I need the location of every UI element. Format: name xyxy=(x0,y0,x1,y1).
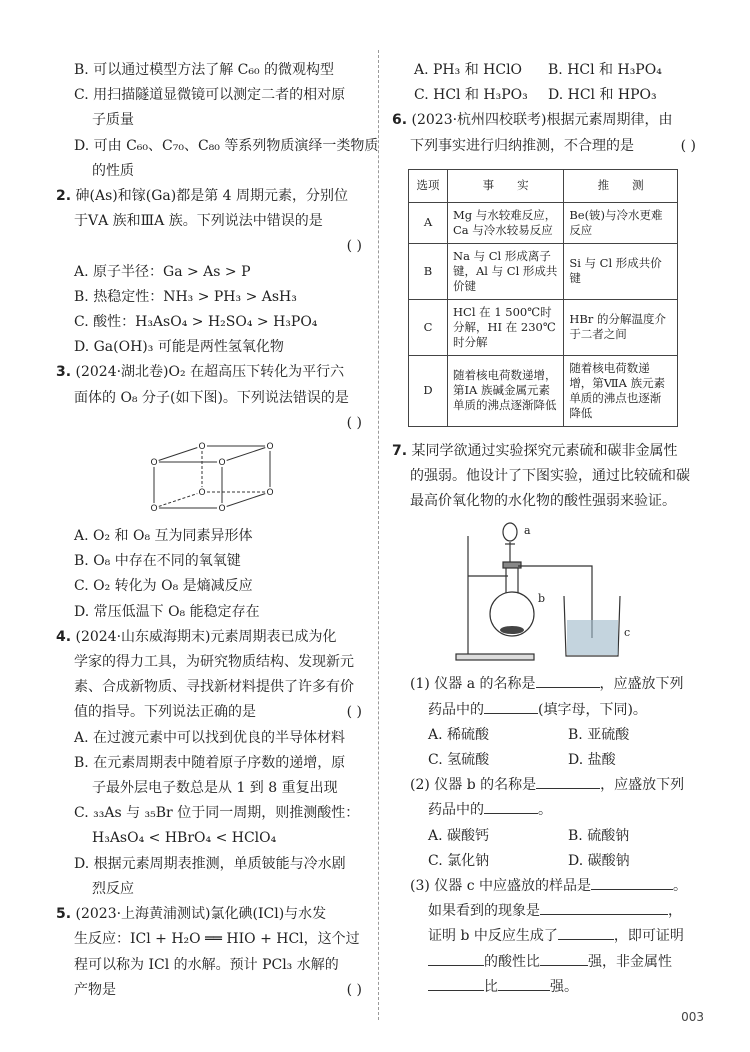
q5-source: (2023·上海黄浦测试) xyxy=(75,906,211,923)
q3-source: (2024·湖北卷) xyxy=(75,364,169,381)
q4-stem-2: 学家的得力工具，为研究物质结构、发现新元 xyxy=(74,654,354,671)
q4-answer-paren: ( ) xyxy=(346,704,362,721)
q5-answer-paren: ( ) xyxy=(346,981,362,998)
q7-part2-line1 xyxy=(392,773,702,798)
q5-options-row2 xyxy=(392,83,702,108)
q5-stem-4 xyxy=(56,978,368,1003)
answer-blank[interactable] xyxy=(428,951,484,966)
answer-blank[interactable] xyxy=(484,799,538,814)
q5-option-d: D. HCl 和 HPO₃ xyxy=(548,87,657,104)
q7-part3-line1 xyxy=(392,874,702,899)
q3-stem-1: O₂ 在超高压下转化为平行六 xyxy=(168,364,345,381)
table-cell-option: D xyxy=(409,355,448,426)
table-cell-fact: HCl 在 1 500℃时分解，HI 在 230℃时分解 xyxy=(448,299,564,355)
q7-p3-text: (3) 仪器 c 中应盛放的样品是 xyxy=(410,878,592,895)
q7-part2-options-1 xyxy=(392,824,702,849)
q7-p3-text: 。 xyxy=(673,878,688,895)
q2-option-c: C. 酸性：H₃AsO₄ > H₂SO₄ > H₃PO₄ xyxy=(74,314,318,331)
q7-p3-text: 的酸性比 xyxy=(484,953,540,970)
q7-part1-line1 xyxy=(392,672,702,697)
q7-p1-text: 药品中的 xyxy=(428,701,484,718)
q7-part1-options-1 xyxy=(392,723,702,748)
table-cell-fact: 随着核电荷数递增，第ⅠA 族碱金属元素单质的沸点逐渐降低 xyxy=(448,355,564,426)
o8-structure-figure xyxy=(142,440,282,520)
q5-option-b: B. HCl 和 H₃PO₄ xyxy=(548,62,662,78)
answer-blank[interactable] xyxy=(540,951,588,966)
table-cell-guess: 随着核电荷数递增，第ⅦA 族元素单质的沸点也逐渐降低 xyxy=(564,355,678,426)
q7-p1-option-a: A. 稀硫酸 xyxy=(428,726,490,743)
q3-option-a: A. O₂ 和 O₈ 互为同素异形体 xyxy=(74,528,253,545)
answer-blank[interactable] xyxy=(540,900,668,915)
q7-stem-3: 最高价氧化物的水化物的酸性强弱来验证。 xyxy=(410,493,676,510)
q7-stem-1: 某同学欲通过实验探究元素硫和碳非金属性 xyxy=(411,442,678,459)
q3-option-d: D. 常压低温下 O₈ 能稳定存在 xyxy=(74,603,260,620)
q6-stem-2 xyxy=(392,134,702,159)
q5-number: 5. xyxy=(56,906,72,923)
q7-p1-option-b: B. 亚硫酸 xyxy=(568,726,630,743)
table-row xyxy=(409,202,678,243)
table-header-fact: 事 实 xyxy=(448,169,564,202)
q2-option-b: B. 热稳定性：NH₃ > PH₃ > AsH₃ xyxy=(74,288,297,305)
q7-p2-option-b: B. 硫酸钠 xyxy=(568,827,630,844)
q4-option-d-cont: 烈反应 xyxy=(92,880,134,897)
q7-part1-options-2 xyxy=(392,748,702,773)
q4-stem-1: 元素周期表已成为化 xyxy=(210,628,337,645)
q4-stem-3: 素、合成新物质、寻找新材料提供了许多有价 xyxy=(74,679,354,696)
q6-stem xyxy=(392,108,702,133)
q7-p3-text: 如果看到的现象是 xyxy=(428,903,540,920)
q5-stem-1: 氯化碘(ICl)与水发 xyxy=(210,906,327,923)
q2-answer-paren: ( ) xyxy=(346,238,362,255)
q2-option-d: D. Ga(OH)₃ 可能是两性氢氧化物 xyxy=(74,339,284,356)
q2-number: 2. xyxy=(56,188,72,205)
q7-stem xyxy=(392,439,702,464)
q7-number: 7. xyxy=(392,442,408,459)
q6-answer-paren: ( ) xyxy=(680,137,696,154)
q7-part3-line2 xyxy=(392,899,702,924)
page-number: 003 xyxy=(681,1010,704,1024)
q7-p1-text: (1) 仪器 a 的名称是 xyxy=(410,676,536,693)
answer-blank[interactable] xyxy=(484,699,538,714)
q7-stem-2: 的强弱。他设计了下图实验，通过比较硫和碳 xyxy=(410,468,690,485)
q5-option-c: C. HCl 和 H₃PO₃ xyxy=(414,87,528,104)
q4-option-b: B. 在元素周期表中随着原子序数的递增，原 xyxy=(74,754,346,771)
table-cell-guess: HBr 的分解温度介于二者之间 xyxy=(564,299,678,355)
q7-p2-option-d: D. 碳酸钠 xyxy=(568,852,630,869)
column-divider xyxy=(378,50,379,1020)
q4-source: (2024·山东威海期末) xyxy=(75,628,211,645)
table-header-row xyxy=(409,169,678,202)
label-b: b xyxy=(538,592,546,606)
q3-stem xyxy=(56,360,368,385)
q4-option-c-cont: H₃AsO₄ < HBrO₄ < HClO₄ xyxy=(92,830,277,847)
q7-p3-text: 强，非金属性 xyxy=(588,953,672,970)
o8-atom: O xyxy=(150,504,158,515)
label-c: c xyxy=(624,626,631,640)
q5-option-a: A. PH₃ 和 HClO xyxy=(414,62,523,78)
q3-option-b: B. O₈ 中存在不同的氧氧键 xyxy=(74,553,241,570)
q4-number: 4. xyxy=(56,628,72,645)
q7-p3-text: 强。 xyxy=(550,978,578,995)
q4-option-b-cont: 子最外层电子数总是从 1 到 8 重复出现 xyxy=(92,780,338,797)
q1-option-c-cont: 子质量 xyxy=(92,112,134,129)
q4-stem xyxy=(56,625,368,650)
q7-p3-text: ， xyxy=(668,903,682,920)
table-row xyxy=(409,243,678,299)
q6-source: (2023·杭州四校联考) xyxy=(411,112,547,129)
q2-option-a: A. 原子半径：Ga > As > P xyxy=(74,263,251,280)
q1-option-b: B. 可以通过模型方法了解 C₆₀ 的微观构型 xyxy=(74,62,335,78)
q5-stem-3: 程可以称为 ICl 的水解。预计 PCl₃ 水解的 xyxy=(74,956,339,973)
q7-p1-text: (填字母，下同)。 xyxy=(538,701,647,718)
q5-stem-2: 生反应：ICl + H₂O ══ HIO + HCl，这个过 xyxy=(74,931,360,948)
right-column xyxy=(392,58,702,1000)
table-cell-option: A xyxy=(409,202,448,243)
q7-p1-option-d: D. 盐酸 xyxy=(568,752,616,769)
q4-option-d: D. 根据元素周期表推测，单质铍能与冷水剧 xyxy=(74,855,346,872)
q7-p2-text: 药品中的 xyxy=(428,802,484,819)
q7-part3-line4 xyxy=(392,950,702,975)
q4-stem-4 xyxy=(56,700,368,725)
q6-stem-1: 根据元素周期律，由 xyxy=(546,112,673,129)
table-cell-option: C xyxy=(409,299,448,355)
answer-blank[interactable] xyxy=(536,774,600,789)
q4-stem-4-text: 值的指导。下列说法正确的是 xyxy=(74,704,256,721)
table-cell-option: B xyxy=(409,243,448,299)
table-cell-fact: Mg 与水较难反应，Ca 与冷水较易反应 xyxy=(448,202,564,243)
apparatus-figure xyxy=(442,518,652,668)
table-cell-guess: Si 与 Cl 形成共价键 xyxy=(564,243,678,299)
answer-blank[interactable] xyxy=(428,976,484,991)
q2-stem-2: 于ⅤA 族和ⅢA 族。下列说法中错误的是 xyxy=(74,213,323,230)
q7-p2-text: 。 xyxy=(538,802,552,819)
q2-stem-1: 砷(As)和镓(Ga)都是第 4 周期元素，分别位 xyxy=(75,188,348,205)
q7-p2-text: ，应盛放下列 xyxy=(600,777,685,794)
o8-atom: O xyxy=(218,458,226,469)
q5-options-row1 xyxy=(392,58,702,83)
answer-blank[interactable] xyxy=(558,925,614,940)
q7-part3-line5 xyxy=(392,975,702,1000)
q6-number: 6. xyxy=(392,112,408,129)
left-column xyxy=(56,58,379,1003)
o8-atom: O xyxy=(218,504,226,515)
table-header-guess: 推 测 xyxy=(564,169,678,202)
q6-facts-table xyxy=(408,169,678,427)
label-a: a xyxy=(524,524,531,538)
q4-option-c: C. ₃₃As 与 ₃₅Br 位于同一周期，则推测酸性： xyxy=(74,805,360,822)
q7-p1-option-c: C. 氢硫酸 xyxy=(428,752,490,769)
table-cell-guess: Be(铍)与冷水更难反应 xyxy=(564,202,678,243)
q3-answer-paren: ( ) xyxy=(346,414,362,431)
q5-stem-4-text: 产物是 xyxy=(74,981,116,998)
q2-stem xyxy=(56,184,368,209)
q5-stem xyxy=(56,902,368,927)
q7-part3-line3 xyxy=(392,924,702,949)
o8-atom: O xyxy=(198,488,206,499)
q1-option-d: D. 可由 C₆₀、C₇₀、C₈₀ 等系列物质演绎一类物质 xyxy=(74,137,379,154)
table-row xyxy=(409,355,678,426)
q7-part2-options-2 xyxy=(392,849,702,874)
q7-p2-option-a: A. 碳酸钙 xyxy=(428,827,490,844)
q3-stem-2: 面体的 O₈ 分子(如下图)。下列说法错误的是 xyxy=(74,389,349,406)
o8-atom: O xyxy=(198,442,206,453)
q7-part2-line2 xyxy=(392,798,702,823)
q1-option-d-cont: 的性质 xyxy=(92,162,134,179)
q7-p2-text: (2) 仪器 b 的名称是 xyxy=(410,777,537,794)
q7-p3-text: ，即可证明 xyxy=(613,928,684,945)
table-row xyxy=(409,299,678,355)
table-cell-fact: Na 与 Cl 形成离子键，Al 与 Cl 形成共价键 xyxy=(448,243,564,299)
answer-blank[interactable] xyxy=(591,875,673,890)
q1-option-c: C. 用扫描隧道显微镜可以测定二者的相对原 xyxy=(74,87,346,104)
q4-option-a: A. 在过渡元素中可以找到优良的半导体材料 xyxy=(74,729,346,746)
o8-atom: O xyxy=(266,488,274,499)
q6-stem-2-text: 下列事实进行归纳推测，不合理的是 xyxy=(410,137,634,154)
o8-atom: O xyxy=(150,458,158,469)
q7-p3-text: 比 xyxy=(484,978,498,995)
answer-blank[interactable] xyxy=(536,673,600,688)
o8-atom: O xyxy=(266,442,274,453)
q7-part1-line2 xyxy=(392,698,702,723)
answer-blank[interactable] xyxy=(498,976,550,991)
q7-p2-option-c: C. 氯化钠 xyxy=(428,852,490,869)
q7-p1-text: ，应盛放下列 xyxy=(599,676,684,693)
q7-p3-text: 证明 b 中反应生成了 xyxy=(428,928,558,945)
q3-option-c: C. O₂ 转化为 O₈ 是熵减反应 xyxy=(74,578,253,595)
q3-number: 3. xyxy=(56,364,72,381)
table-header-option: 选项 xyxy=(409,169,448,202)
